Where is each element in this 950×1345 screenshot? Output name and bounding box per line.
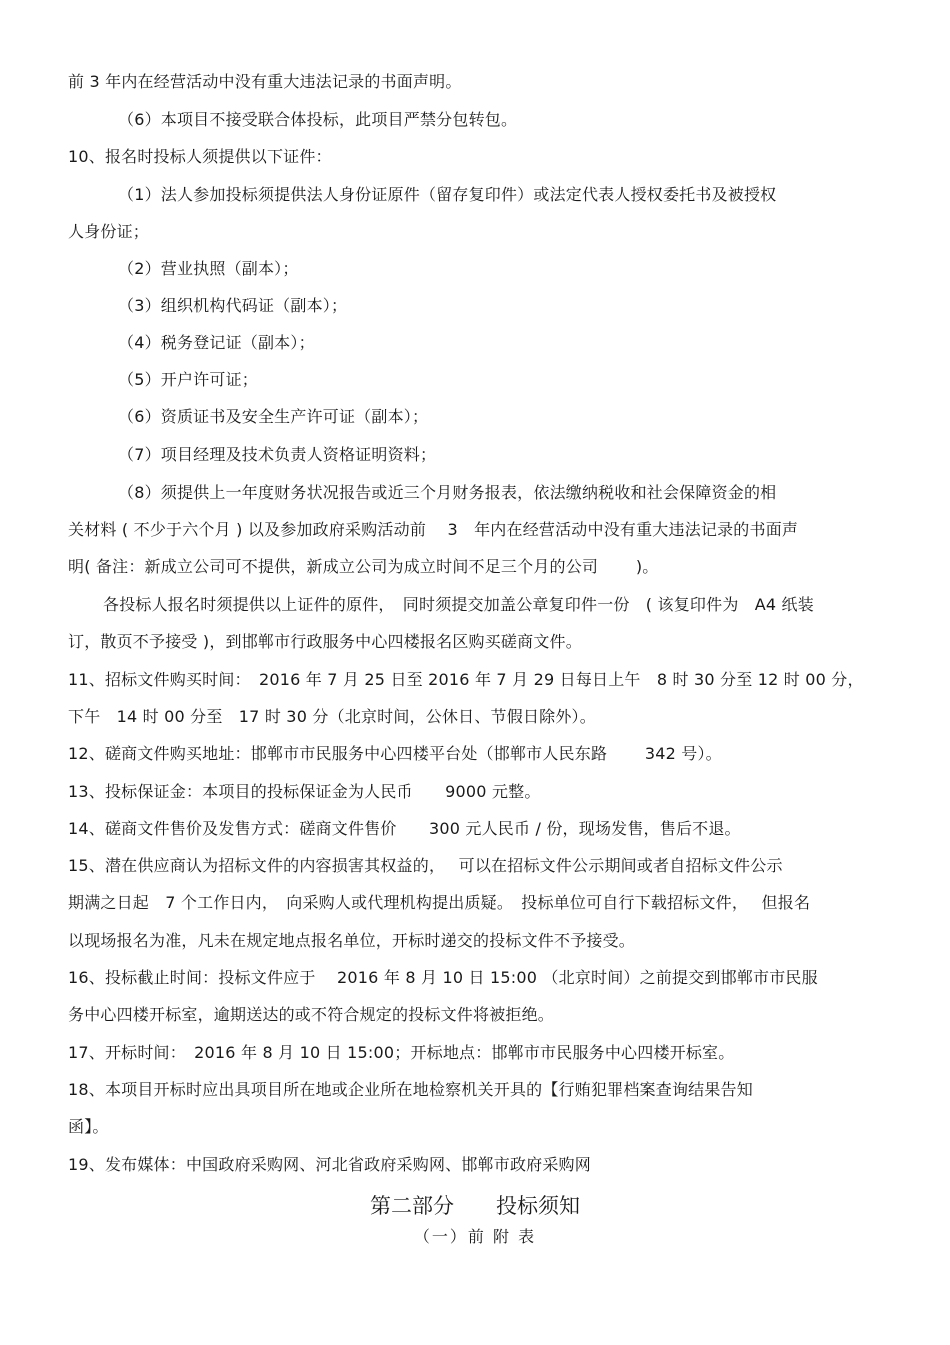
text-line: 10、报名时投标人须提供以下证件： bbox=[68, 147, 332, 166]
text-line: 函】。 bbox=[68, 1117, 109, 1136]
text-line: 期满之日起 7 个工作日内， 向采购人或代理机构提出质疑。 投标单位可自行下载招标文件， 但报名 bbox=[68, 893, 811, 912]
text-line: （3）组织机构代码证（副本）； bbox=[118, 296, 348, 315]
text-line: 关材料 ( 不少于六个月 ) 以及参加政府采购活动前 3 年内在经营活动中没有重大违法记录的书面声 bbox=[68, 520, 799, 539]
text-line: 订，散页不予接受 )，到邯郸市行政服务中心四楼报名区购买磋商文件。 bbox=[68, 632, 582, 651]
text-line: 14、磋商文件售价及发售方式：磋商文件售价 300 元人民币 / 份，现场发售，售后不退。 bbox=[68, 819, 741, 838]
text-line: （1）法人参加投标须提供法人身份证原件（留存复印件）或法定代表人授权委托书及被授权 bbox=[118, 185, 777, 204]
text-line: 人身份证； bbox=[68, 222, 150, 241]
text-line: （8）须提供上一年度财务状况报告或近三个月财务报表，依法缴纳税收和社会保障资金的相 bbox=[118, 483, 777, 502]
text-line: 务中心四楼开标室，逾期送达的或不符合规定的投标文件将被拒绝。 bbox=[68, 1005, 555, 1024]
text-line: 19、发布媒体：中国政府采购网、河北省政府采购网、邯郸市政府采购网 bbox=[68, 1155, 591, 1174]
text-line: 以现场报名为准，凡未在规定地点报名单位，开标时递交的投标文件不予接受。 bbox=[68, 931, 636, 950]
text-line: 16、投标截止时间：投标文件应于 2016 年 8 月 10 日 15:00 （北京时间）之前提交到邯郸市市民服 bbox=[68, 968, 818, 987]
text-line: 前 3 年内在经营活动中没有重大违法记录的书面声明。 bbox=[68, 72, 462, 91]
section-subtitle: （一）前 附 表 bbox=[413, 1227, 537, 1246]
text-line: 17、开标时间： 2016 年 8 月 10 日 15:00；开标地点：邯郸市市民服务中心四楼开标室。 bbox=[68, 1043, 735, 1062]
text-line: 15、潜在供应商认为招标文件的内容损害其权益的， 可以在招标文件公示期间或者自招标文件公示 bbox=[68, 856, 783, 875]
text-line: （5）开户许可证； bbox=[118, 370, 258, 389]
section-title: 第二部分 投标须知 bbox=[370, 1194, 580, 1218]
text-line: 13、投标保证金：本项目的投标保证金为人民币 9000 元整。 bbox=[68, 782, 541, 801]
text-line: 各投标人报名时须提供以上证件的原件， 同时须提交加盖公章复印件一份 ( 该复印件为 A4 纸装 bbox=[103, 595, 814, 614]
text-line: （7）项目经理及技术负责人资格证明资料； bbox=[118, 445, 437, 464]
text-line: 下午 14 时 00 分至 17 时 30 分（北京时间，公休日、节假日除外）。 bbox=[68, 707, 596, 726]
text-line: 18、本项目开标时应出具项目所在地或企业所在地检察机关开具的【行贿犯罪档案查询结果告知 bbox=[68, 1080, 753, 1099]
text-line: 11、招标文件购买时间： 2016 年 7 月 25 日至 2016 年 7 月 29 日每日上午 8 时 30 分至 12 时 00 分， bbox=[68, 670, 864, 689]
text-line: （6）本项目不接受联合体投标，此项目严禁分包转包。 bbox=[118, 110, 518, 129]
text-line: （4）税务登记证（副本）； bbox=[118, 333, 315, 352]
text-line: （2）营业执照（副本）； bbox=[118, 259, 299, 278]
text-line: 明( 备注：新成立公司可不提供，新成立公司为成立时间不足三个月的公司 )。 bbox=[68, 557, 659, 576]
text-line: 12、磋商文件购买地址：邯郸市市民服务中心四楼平台处（邯郸市人民东路 342 号）。 bbox=[68, 744, 722, 763]
text-line: （6）资质证书及安全生产许可证（副本）； bbox=[118, 407, 429, 426]
